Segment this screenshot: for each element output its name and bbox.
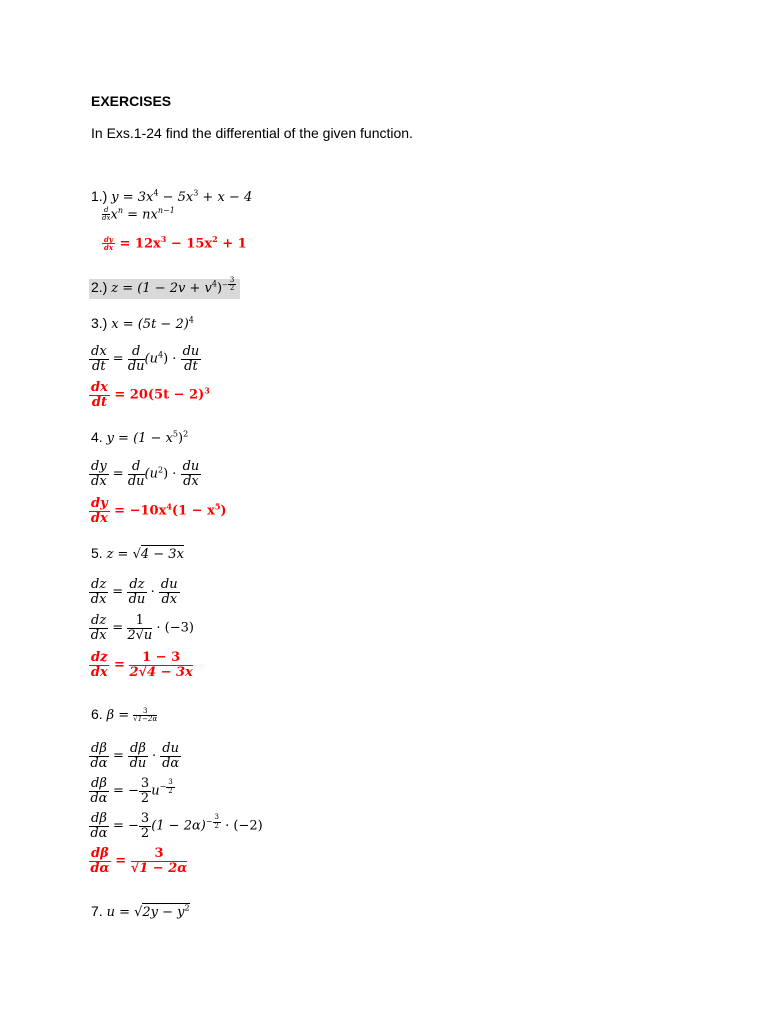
ex6-step-2: $\frac{d\beta}{d\alpha}$ = − $\frac{3}{2}$ $u^{- \frac{3}{2}}$ <box>90 776 173 806</box>
ex3-function: 3.) $x = (5t - 2)^4$ <box>91 315 194 332</box>
ex5-function: 5. z = √4 − 3x <box>91 545 184 562</box>
ex7-function: 7. $u = √2y - y^2$ <box>91 903 190 920</box>
ex3-answer: $\frac{dx}{dt}$ = $20(5t - 2)^3$ <box>91 380 210 410</box>
ex4-chain-rule: $\frac{dy}{dx}$ = $\frac{d}{du}$ $(u^2)$ · $\frac{du}{dx}$ <box>91 459 200 489</box>
ex5-step-2: $\frac{dz}{dx}$ = $\frac{1}{2√u}$ · (−3) <box>90 613 194 643</box>
ex1-answer-derivative: $\frac{dy}{dx}$ <box>103 234 114 253</box>
ex5-answer: $\frac{dz}{dx}$ = $\frac{1 - 3}{2√4 - 3x}$ <box>90 650 193 680</box>
power-rule-fraction: $\frac{d}{dx}$ <box>102 206 111 223</box>
ex1-function: 1.) $y = 3x^4 - 5x^3 + x - 4$ <box>91 188 253 205</box>
ex5-chain-rule: $\frac{dz}{dx}$ = $\frac{dz}{du}$ · $\frac{du}{dx}$ <box>90 577 178 607</box>
ex6-function: 6. β = $\frac{3}{√1-2\alpha}$ <box>91 706 158 723</box>
ex6-step-3: $\frac{d\beta}{d\alpha}$ = − $\frac{3}{2}$ $(1 - 2\alpha)^{- \frac{3}{2}}$ · (−2) <box>90 811 263 841</box>
ex4-function: 4. $y = (1 - x^5)^2$ <box>91 429 189 446</box>
ex6-answer: $\frac{d\beta}{d\alpha}$ = $\frac{3}{√1 - 2\alpha}$ <box>90 846 188 876</box>
ex6-chain-rule: $\frac{d\beta}{d\alpha}$ = $\frac{d\beta}{du}$ · $\frac{du}{d\alpha}$ <box>90 741 180 771</box>
ex1-label: 1.) <box>91 188 112 204</box>
ex1-answer: $\frac{dy}{dx}$ = $12x^3 - 15x^2 + 1$ <box>103 234 247 253</box>
ex1-function-lhs: y = 3x <box>111 190 154 205</box>
intro-text: In Exs.1-24 find the differential of the given function. <box>91 125 413 141</box>
ex3-chain-rule: $\frac{dx}{dt}$ = $\frac{d}{du}$ $(u^4)$ · $\frac{du}{dt}$ <box>91 344 200 374</box>
ex4-answer: $\frac{dy}{dx}$ = $-10x^4(1 - x^5)$ <box>90 496 227 526</box>
ex2-function: 2.) $z = (1 - 2v + v^4)^{- \frac{3}{2}}$ <box>89 277 240 295</box>
page-heading: EXERCISES <box>91 93 172 109</box>
ex1-power-rule: $\frac{d}{dx}$ $x^n = nx^{n-1}$ <box>102 206 175 223</box>
